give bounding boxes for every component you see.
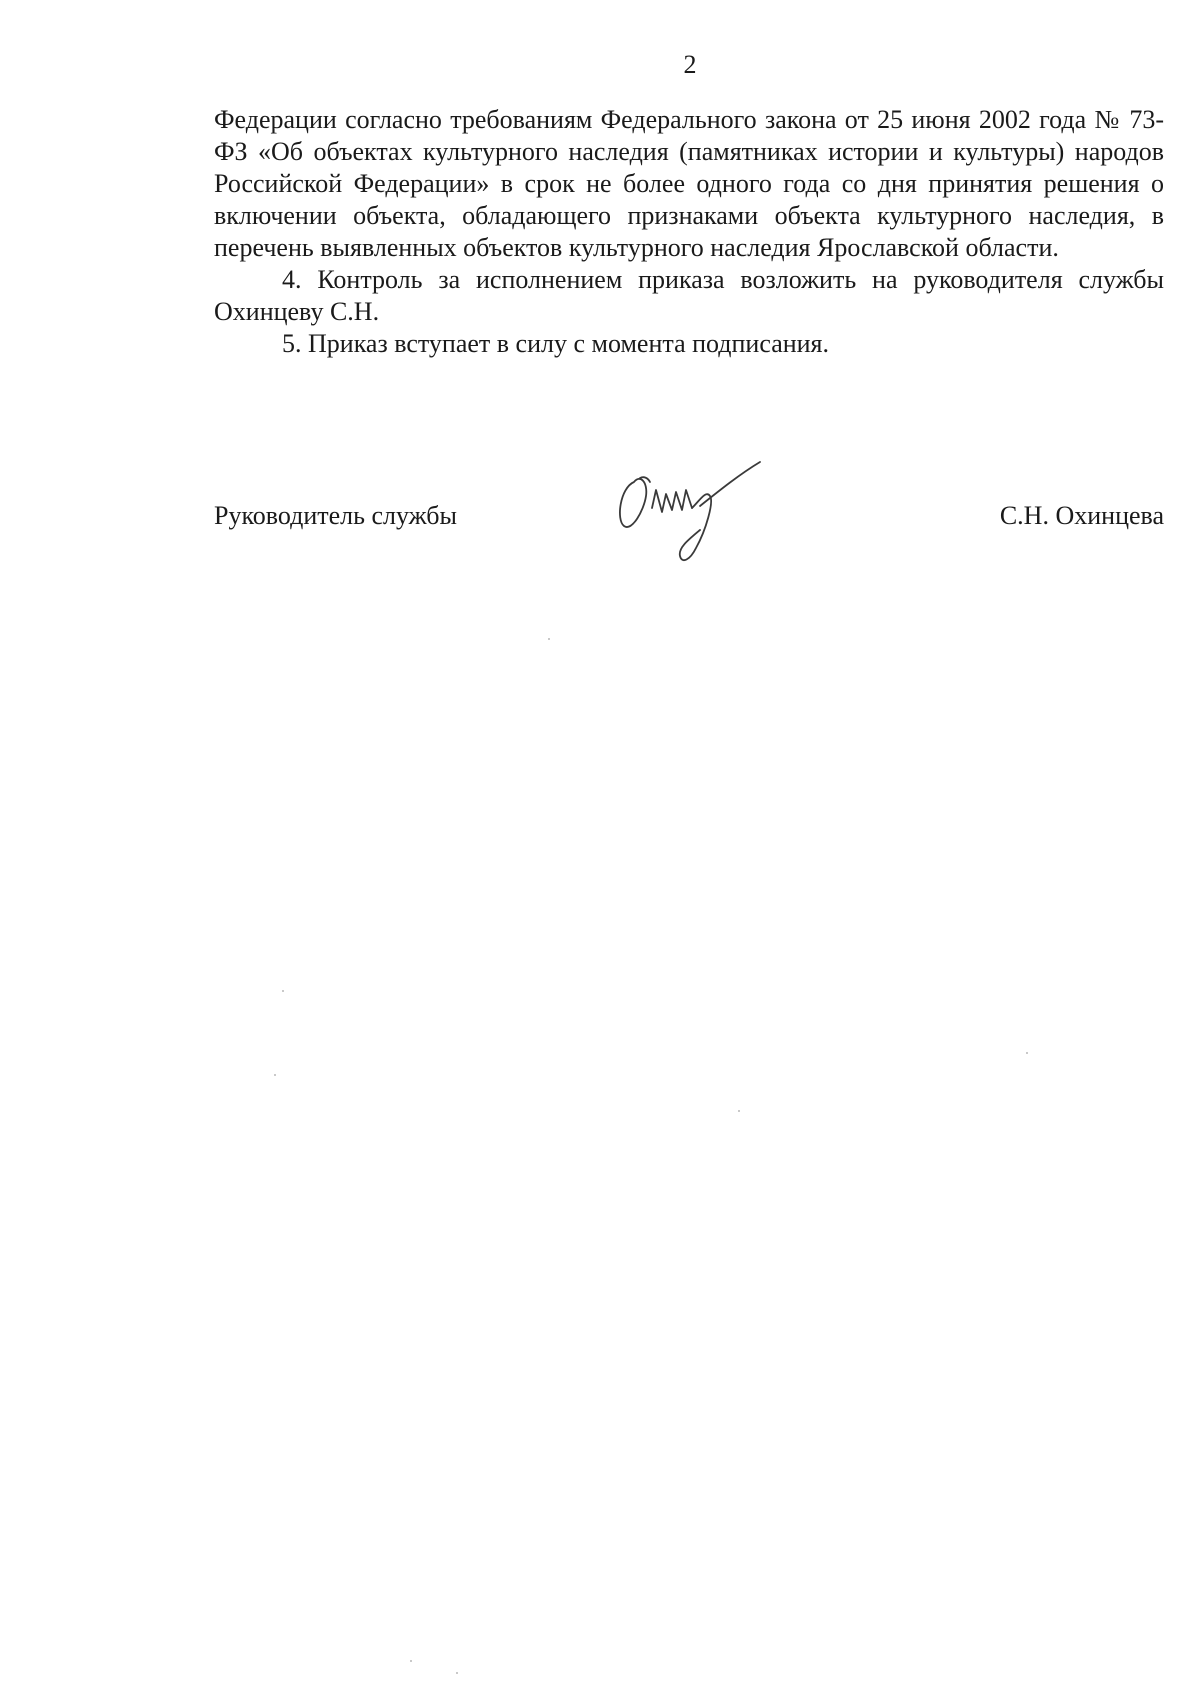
scan-speck [456,1672,458,1674]
paragraph-item-4: 4. Контроль за исполнением приказа возложить на руководителя службы Охинцеву С.Н. [214,265,1164,326]
scan-speck [274,1074,276,1076]
page-number: 2 [683,50,697,79]
signatory-position: Руководитель службы [214,501,457,530]
paragraph-continuation: Федерации согласно требованиям Федерального закона от 25 июня 2002 года № 73-ФЗ «Об объектах культурного наследия (памятниках истории и культуры) народов Российской Федерации» в срок не более одного года со дня принятия решения о включении объекта, обладающего признаками объекта культурного наследия, в перечень выявленных объектов культурного наследия Ярославской области. [214,105,1164,262]
paragraph-item-5: 5. Приказ вступает в силу с момента подписания. [282,329,830,358]
scan-speck [282,990,284,992]
scan-speck [548,638,550,640]
scan-speck [738,1110,740,1112]
scan-speck [410,1660,412,1662]
signatory-name: С.Н. Охинцева [999,501,1164,530]
handwritten-signature [610,460,780,570]
document-body [214,104,1164,360]
scan-speck [1026,1052,1028,1054]
